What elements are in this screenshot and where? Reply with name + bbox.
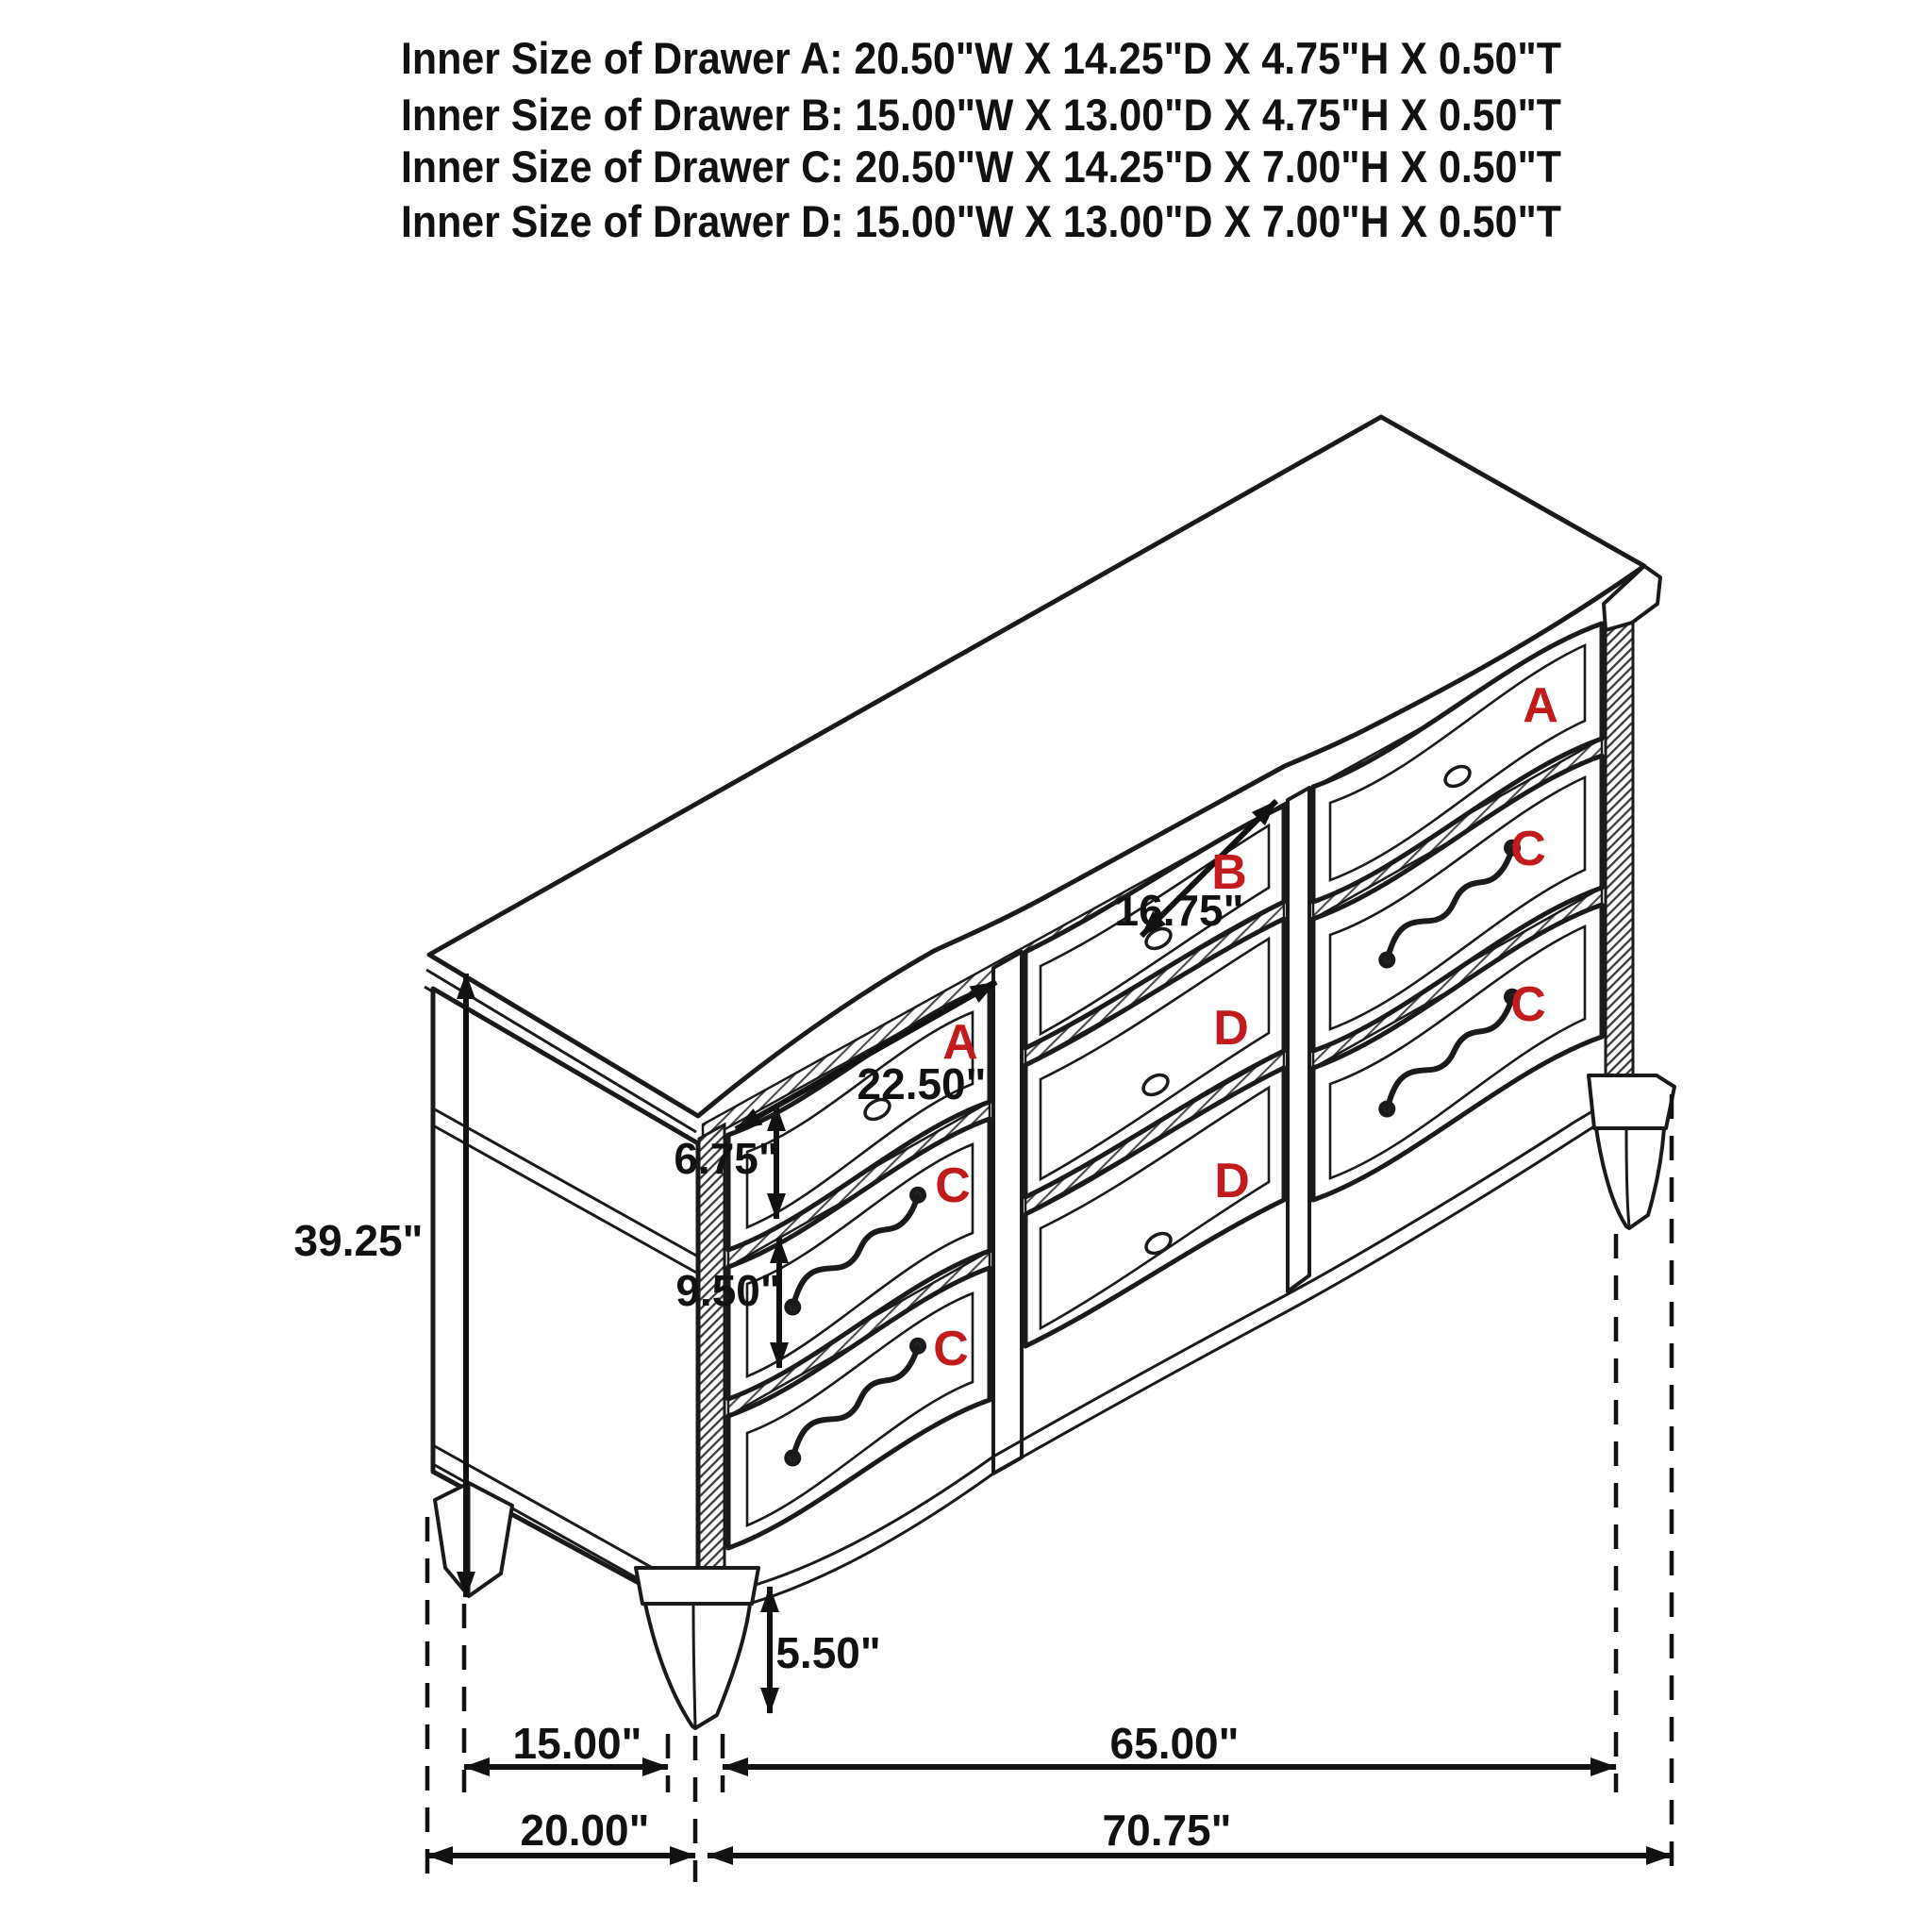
top-row-height-label: 6.75" — [674, 1134, 779, 1183]
leg-height-label: 5.50" — [775, 1628, 881, 1677]
drawer-label-d-middle-2: D — [1214, 1154, 1250, 1208]
front-left-pilaster — [699, 1124, 724, 1617]
back-left-leg — [435, 1483, 512, 1596]
drawer-label-a-right: A — [1523, 678, 1558, 733]
overall-height-label: 39.25" — [293, 1216, 424, 1265]
drawer-label-b-middle: B — [1211, 845, 1247, 900]
top-depth-label: 15.00" — [512, 1719, 642, 1768]
inner-size-title-block — [401, 33, 1561, 246]
dresser-drawing — [425, 417, 1674, 1728]
drawer-label-c-right-2: C — [1510, 977, 1546, 1032]
inner-size-line-b: Inner Size of Drawer B: 15.00"W X 13.00"D X 4.75"H X 0.50"T — [401, 90, 1562, 140]
top-width-label: 65.00" — [1109, 1719, 1240, 1768]
overall-depth-label: 20.00" — [520, 1806, 650, 1855]
stile-left-middle — [993, 952, 1022, 1474]
drawer-a-width-label: 22.50" — [857, 1059, 987, 1108]
inner-size-line-c: Inner Size of Drawer C: 20.50"W X 14.25"D X 7.00"H X 0.50"T — [401, 142, 1562, 192]
front-right-leg — [1589, 1075, 1674, 1228]
drawer-label-d-middle-1: D — [1213, 1001, 1249, 1056]
drawer-label-c-left-2: C — [933, 1322, 969, 1376]
drawer-label-c-right-1: C — [1510, 822, 1546, 876]
overall-width-label: 70.75" — [1102, 1806, 1232, 1855]
front-left-leg — [636, 1568, 758, 1728]
drawer-label-c-left-1: C — [935, 1158, 971, 1213]
inner-size-line-a: Inner Size of Drawer A: 20.50"W X 14.25"D X 4.75"H X 0.50"T — [401, 33, 1562, 83]
inner-size-line-d: Inner Size of Drawer D: 15.00"W X 13.00"D X 7.00"H X 0.50"T — [401, 196, 1562, 246]
lower-row-height-label: 9.50" — [675, 1266, 781, 1315]
drawer-b-width-label: 16.75" — [1114, 886, 1244, 935]
front-right-pilaster — [1606, 615, 1633, 1097]
drawer-label-a-left: A — [942, 1015, 978, 1070]
stile-middle-right — [1288, 788, 1309, 1291]
